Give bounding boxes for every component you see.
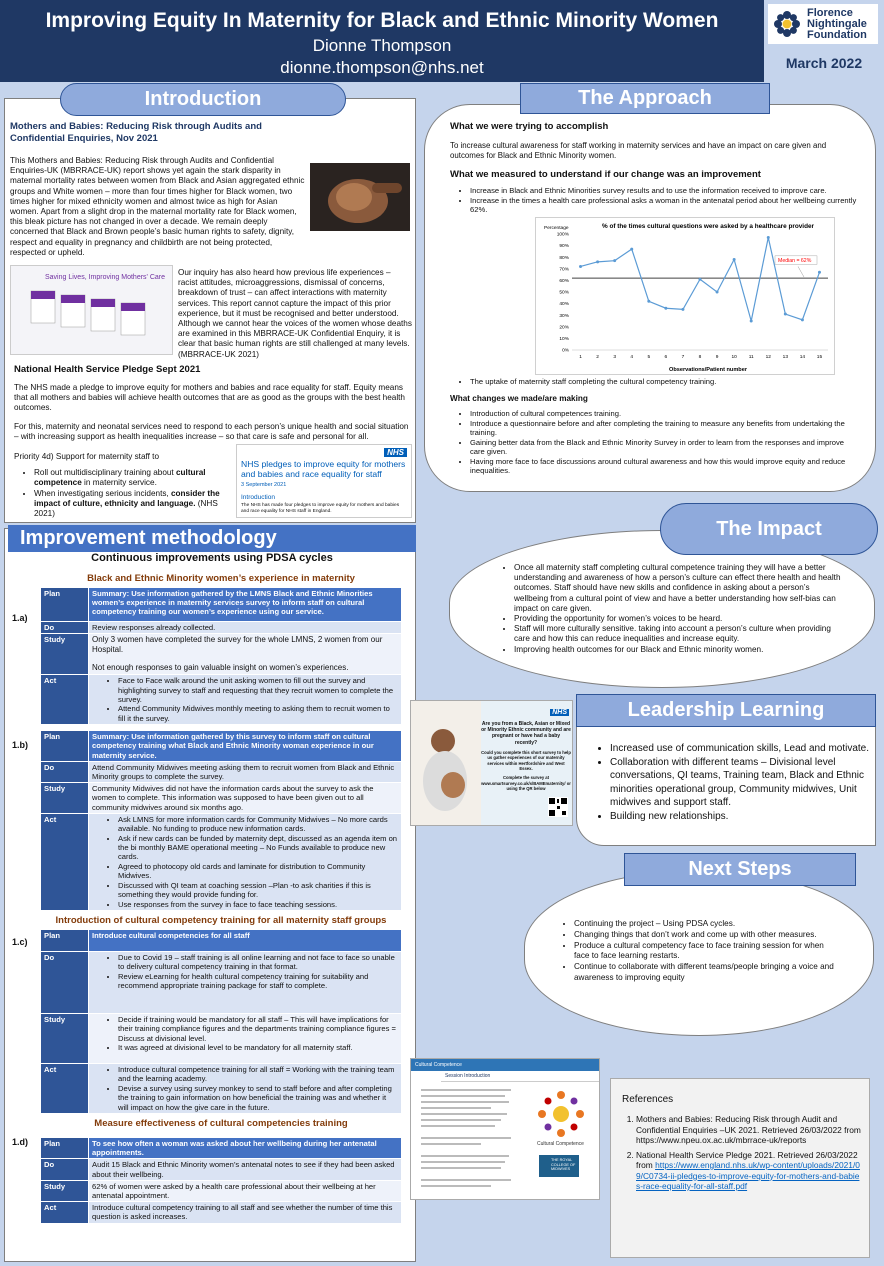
data-point	[733, 258, 736, 261]
act-label: Act	[41, 675, 89, 725]
elearning-tab: Cultural Competence	[411, 1059, 599, 1071]
y-tick-label: 40%	[559, 302, 569, 308]
logo-text-3: Foundation	[807, 28, 867, 41]
x-tick-label: 12	[765, 355, 771, 360]
study-label: Study	[41, 1180, 89, 1201]
do-label: Do	[41, 951, 89, 1013]
leadership-content	[590, 742, 870, 823]
priority-bullet: • Roll out multidisciplinary training about cultural competence in maternity service.	[34, 468, 236, 488]
badge-label: Cultural Competence	[537, 1141, 584, 1147]
impact-bullet: • Providing the opportunity for women’s voices to be heard.	[514, 614, 842, 624]
x-tick-label: 3	[613, 355, 617, 360]
data-point	[767, 236, 770, 239]
do-label: Do	[41, 622, 89, 634]
act-bullet: • Agreed to photocopy old cards and laminate for distribution to Community Midwives.	[118, 862, 398, 881]
act-bullet: • Attend Community Midwives monthly meeting to asking them to recruit women to fill it the survey.	[118, 704, 398, 723]
y-tick-label: 10%	[559, 337, 569, 342]
do-label: Do	[41, 761, 89, 782]
impact-content	[494, 563, 842, 655]
x-tick-label: 6	[664, 355, 668, 360]
methodology-content	[12, 569, 402, 1224]
do-bullet: • Review eLearning for health cultural competency training for suitability and recommend appropriate training package for staff to complete.	[118, 972, 398, 991]
y-tick-label: 20%	[559, 325, 569, 331]
y-tick-label: 0%	[562, 348, 569, 354]
next-bullet: • Produce a cultural competency face to face training session for when face to face learning restarts.	[574, 941, 839, 963]
elearning-section: Session Introduction	[441, 1071, 599, 1082]
cycle-index: 1.b)	[12, 740, 29, 751]
data-point	[613, 259, 616, 262]
pdsa-cycle-1b	[12, 730, 402, 911]
pledge-title: National Health Service Pledge Sept 2021	[14, 364, 201, 375]
data-point	[579, 265, 582, 268]
plan-label: Plan	[41, 1137, 89, 1158]
flyer-link[interactable]: Complete the survey at www.smartsurvey.co.uk/s/BAMEmaternity/ or using the QR below	[481, 775, 571, 792]
nhs-box-date: 3 September 2021	[241, 482, 287, 488]
uptake-bullet: • The uptake of maternity staff completing the cultural competency training.	[470, 377, 860, 387]
change-bullet: • Introduction of cultural competences training.	[470, 409, 860, 419]
y-tick-label: 30%	[559, 313, 569, 319]
x-tick-label: 14	[799, 355, 806, 360]
reference-link[interactable]: https://www.england.nhs.uk/wp-content/uploads/2021/09/C0734-ii-pledges-to-improve-equity-for-mothers-and-babies-race-equality-for-all-staff.pdf	[636, 1160, 860, 1191]
next-bullet: • Changing things that don’t work and come up with other measures.	[574, 930, 839, 941]
study-text: Only 3 women have completed the survey for the whole LMNS, 2 women from our Hospital.	[92, 635, 383, 655]
approach-content-2	[450, 377, 860, 476]
act-bullet: • Face to Face walk around the unit asking women to fill out the survey and highlighting survey to staff and requesting that they recruit women to complete the survey.	[118, 676, 398, 704]
plan-label: Plan	[41, 929, 89, 951]
chart-container	[535, 217, 835, 375]
data-point	[596, 260, 599, 263]
act-bullet: • Devise a survey using survey monkey to send to staff before and after completing the training to gain information on how beneficial the training was and whether it will impact on how the give care in the future.	[118, 1084, 398, 1112]
nhs-box-intro: Introduction	[241, 494, 275, 501]
act-text: Introduce cultural competency training to all staff and see whether the number of time this question is asked increases.	[89, 1202, 402, 1223]
data-point	[801, 318, 804, 321]
author-name: Dionne Thompson	[312, 36, 452, 55]
approach-title: The Approach	[520, 83, 770, 114]
data-point	[681, 308, 684, 311]
leadership-bullet: • Increased use of communication skills, Lead and motivate.	[610, 742, 870, 756]
poster-date: March 2022	[785, 55, 863, 71]
y-tick-label: 50%	[559, 290, 569, 296]
leadership-bullet: • Building new relationships.	[610, 810, 870, 824]
x-tick-label: 2	[596, 355, 599, 360]
introduction-content	[10, 121, 412, 145]
group-heading-2: Introduction of cultural competency training for all maternity staff groups	[55, 914, 387, 926]
approach-heading-2: What we measured to understand if our change was an improvement	[450, 169, 761, 181]
cultural-competence-badge-icon	[536, 1089, 586, 1139]
report-title: Mothers and Babies: Reducing Risk through Audits and Confidential Enquiries, Nov 2021	[10, 121, 262, 144]
change-bullet: • Gaining better data from the Black and Ethnic Minority Survey in order to learn from the responses and improve care given.	[470, 438, 860, 457]
do-text: Review responses already collected.	[89, 622, 402, 634]
plan-label: Plan	[41, 588, 89, 622]
median-label-pointer	[798, 266, 804, 277]
y-tick-label: 60%	[559, 279, 569, 284]
flyer-question: Are you from a Black, Asian or Mixed or Minority Ethnic community and are pregnant or have had a baby recently?	[481, 721, 571, 746]
next-steps-content	[554, 919, 839, 984]
data-point	[716, 291, 719, 294]
data-point	[818, 271, 821, 274]
flyer-nhs-logo: NHS	[552, 709, 567, 716]
report-cover-text: Saving Lives, Improving Mothers' Care	[45, 274, 165, 281]
x-tick-label: 8	[698, 355, 702, 360]
reference-item: 2. National Health Service Pledge 2021. Retrieved 26/03/2022 from https://www.england.nhs.uk/wp-content/uploads/2021/09/C0734-ii-pledges-to-improve-equity-for-mothers-and-babies-race-equality-for-all-staff.pdf	[636, 1150, 862, 1192]
nhs-pledge-box	[236, 444, 412, 518]
chart-title: % of the times cultural questions were asked by a healthcare provider	[601, 223, 815, 230]
act-bullet: • Use responses from the survey in face to face teaching sessions.	[118, 900, 398, 909]
study-text: Community Midwives did not have the information cards about the survey to ask the women to complete. This information was supposed to have been given out to all community midwives around six months ago.	[89, 783, 402, 814]
x-tick-label: 15	[816, 355, 823, 360]
methodology-subtitle: Continuous improvements using PDSA cycles	[91, 552, 333, 564]
reference-item: 1. Mothers and Babies: Reducing Risk through Audit and Confidential Enquiries –UK 2021. Retrieved 26/03/2022 from https://www.npeu.ox.ac.uk/mbrrace-uk/reports	[636, 1114, 862, 1146]
change-bullet: • Introduce a questionnaire before and after completing the training to measure any benefits from undertaking the training.	[470, 419, 860, 438]
do-text: Audit 15 Black and Ethnic Minority women’s antenatal notes to see if they had been asked about their wellbeing.	[89, 1159, 402, 1180]
impact-bullet: • Staff will more culturally sensitive. taking into account a person’s culture when providing care and how this can reduce inequalities and increase equity.	[514, 624, 842, 644]
survey-flyer	[410, 700, 573, 826]
plan-text: To see how often a woman was asked about her wellbeing during her antenatal appointments.	[89, 1137, 402, 1158]
y-tick-label: 90%	[559, 244, 569, 250]
act-label: Act	[41, 813, 89, 910]
study-bullet: • It was agreed at divisional level to be mandatory for all maternity staff.	[118, 1043, 398, 1052]
pregnant-woman-photo	[310, 163, 410, 231]
do-bullet: • Due to Covid 19 – staff training is all online learning and not face to face so unable to delivery cultural competency training in that format.	[118, 953, 398, 972]
impact-bullet: • Once all maternity staff completing cultural competence training they will have a better understanding and awareness of how a person’s culture can effect there health and health outcomes. Staff should have new skills and confidence in asking about a person’s wellbeing from a cultural point of view and have a better understanding how self-bias can impact on care given.	[514, 563, 842, 614]
act-bullet: • Introduce cultural competence training for all staff = Working with the training team and the learning academy.	[118, 1065, 398, 1084]
y-tick-label: 100%	[556, 232, 569, 238]
cycle-index: 1.d)	[12, 1136, 29, 1147]
x-tick-label: 9	[715, 355, 719, 360]
approach-content	[450, 121, 860, 215]
act-label: Act	[41, 1063, 89, 1113]
introduction-title: Introduction	[60, 83, 346, 116]
y-tick-label: 70%	[559, 267, 569, 273]
priority-bullet: • When investigating serious incidents, consider the impact of culture, ethnicity and language. (NHS 2021)	[34, 489, 236, 520]
leadership-title: Leadership Learning	[576, 694, 876, 727]
pdsa-cycle-1c	[12, 929, 402, 1114]
logo-text-2: Nightingale	[807, 17, 867, 30]
priority-section	[14, 452, 236, 519]
impact-title: The Impact	[660, 503, 878, 555]
group-heading-3: Measure effectiveness of cultural competencies training	[94, 1117, 348, 1129]
study-label: Study	[41, 634, 89, 675]
approach-heading-3: What changes we made/are making	[450, 394, 588, 404]
data-point	[664, 307, 667, 310]
nhs-box-text: The NHS has made four pledges to improve equity for mothers and babies and race equality for NHS staff in England.	[241, 503, 400, 514]
plan-text: Introduce cultural competencies for all staff	[89, 929, 402, 951]
intro-paragraph-1-wrap	[10, 156, 305, 258]
pdsa-cycle-1a	[12, 587, 402, 725]
next-bullet: • Continue to collaborate with different teams/people bringing a voice and awareness to improving equity	[574, 962, 839, 984]
chart-xlabel: Observations/Patient number	[668, 367, 748, 373]
do-label: Do	[41, 1159, 89, 1180]
pledge-section	[14, 364, 410, 442]
study-text: 62% of women were asked by a health care professional about their wellbeing at her antenatal appointment.	[89, 1180, 402, 1201]
study-label: Study	[41, 783, 89, 814]
methodology-title: Improvement methodology	[8, 525, 416, 552]
data-point	[784, 313, 787, 316]
x-tick-label: 4	[630, 355, 634, 360]
next-steps-title: Next Steps	[624, 853, 856, 886]
approach-paragraph: To increase cultural awareness for staff working in maternity services and have an impact on care given and outcomes for Black and Ethnic Minority women.	[450, 141, 827, 161]
next-bullet: • Continuing the project – Using PDSA cycles.	[574, 919, 839, 930]
x-tick-label: 1	[579, 355, 582, 360]
x-tick-label: 13	[782, 355, 789, 360]
data-point	[647, 300, 650, 303]
cycle-index: 1.c)	[12, 936, 28, 947]
priority-text: Priority 4d) Support for maternity staff to	[14, 452, 160, 461]
nhs-box-title: NHS pledges to improve equity for mothers and babies and race equality for staff	[241, 459, 406, 479]
flyer-text	[481, 721, 571, 792]
intro-paragraph-2: Our inquiry has also heard how previous life experiences – racist attitudes, microaggressions, dismissal of concerns, breakdown of trust – can affect interactions with maternity services. This report cannot capture the impact of this prior experience, but it must be recognised and better understood. Although we cannot hear the voices of the women whose deaths are examined in this MBRRACE-UK Confidential Enquiry, it is clear that basic human rights are still challenged at many levels. (MBRRACE-UK 2021)	[178, 268, 412, 359]
logo-text-1: Florence	[807, 6, 853, 19]
act-label: Act	[41, 1202, 89, 1223]
references-list	[622, 1114, 862, 1192]
elearning-text-lines	[415, 1085, 525, 1195]
approach-heading-1: What we were trying to accomplish	[450, 121, 609, 132]
data-point	[630, 248, 633, 251]
flyer-photo	[411, 701, 481, 826]
cycle-index: 1.a)	[12, 613, 28, 623]
x-tick-label: 7	[681, 355, 685, 360]
florence-nightingale-logo	[768, 4, 878, 44]
do-text: Attend Community Midwives meeting asking them to recruit women from Black and Ethnic Minority groups to complete the survey.	[89, 761, 402, 782]
rcm-logo: THE ROYAL COLLEGE OF MIDWIVES	[539, 1155, 579, 1177]
qr-code-icon[interactable]	[548, 797, 568, 817]
pdsa-cycle-1d	[12, 1136, 402, 1224]
change-bullet: • Having more face to face discussions around cultural awareness and how this would improve equity and reduce inequalities.	[470, 457, 860, 476]
group-heading-1: Black and Ethnic Minority women’s experience in maternity	[87, 573, 355, 584]
study-label: Study	[41, 1013, 89, 1063]
intro-paragraph-2-wrap	[178, 268, 412, 360]
act-bullet: • Ask LMNS for more information cards for Community Midwives – No more cards available. No funding to produce new information cards.	[118, 815, 398, 834]
pledge-paragraph-1: The NHS made a pledge to improve equity for mothers and babies and race equality for staff. Equity means that all mothers and babies will achieve health outcomes that are as good as the groups with the best health outcomes.	[14, 383, 405, 413]
flower-icon	[771, 8, 803, 40]
data-point	[750, 320, 753, 323]
pledge-paragraph-2: For this, maternity and neonatal services need to respond to each person’s unique health and social situation – with increasing support as health inequalities increase – so that care is safe and personal for all.	[14, 421, 409, 441]
data-point	[699, 278, 702, 281]
x-tick-label: 5	[647, 355, 651, 360]
plan-text: Summary: Use information gathered by this survey to inform staff on cultural competency training what Black and Ethnic Minority woman experience in our maternity service.	[89, 731, 402, 762]
intro-paragraph-1: This Mothers and Babies: Reducing Risk through Audits and Confidential Enquiries-UK (MBRRACE-UK) report shows yet again the stark disparity in maternal mortality rates between women from Black and Asian aggregated ethnic groups and White women – more than four times higher for Black women, two times higher for mixed ethnicity women and almost twice as high for Asian women. Apart from a slight drop in the maternal mortality rate for Black women, this bleak picture has not changed in over a decade. We remain deeply concerned that Black and Brown people’s basic human rights to safety, dignity, respect and equality in pregnancy and childbirth are not being protected, respected or upheld.	[10, 156, 305, 257]
study-text: Not enough responses to gain valuable insight on women’s experiences.	[92, 663, 349, 673]
mbrrace-report-cover	[10, 265, 173, 355]
act-bullet: • Ask if new cards can be funded by maternity dept, discussed as an agenda item on the bi monthly BAME operational meeting – No Funds available to produce new cards.	[118, 834, 398, 862]
poster-title: Improving Equity In Maternity for Black and Ethnic Minority Women	[45, 9, 719, 32]
x-tick-label: 10	[731, 355, 737, 360]
author-email[interactable]: dionne.thompson@nhs.net	[280, 58, 484, 77]
nhs-logo: NHS	[384, 448, 407, 457]
poster-header	[0, 0, 764, 82]
act-bullet: • Discussed with QI team at coaching session –Plan -to ask charities if this is something they would provide funding for.	[118, 881, 398, 900]
line-chart	[536, 218, 836, 376]
plan-label: Plan	[41, 731, 89, 762]
impact-bullet: • Improving health outcomes for our Black and Ethnic minority women.	[514, 645, 842, 655]
plan-text: Summary: Use information gathered by the LMNS Black and Ethnic Minorities women’s experience in maternity services survey to inform staff on cultural competency training our women’s experience using our service.	[89, 588, 402, 622]
chart-ylabel: Percentage	[544, 226, 569, 231]
study-bullet: • Decide if training would be mandatory for all staff – This will have implications for their training compliance figures and the departments training compliance figures = Discuss at divisional level.	[118, 1015, 398, 1043]
measure-bullet: • Increase in Black and Ethnic Minorities survey results and to use the information received to improve care.	[470, 186, 860, 196]
elearning-screenshot	[410, 1058, 600, 1200]
x-tick-label: 11	[748, 355, 754, 360]
y-tick-label: 80%	[559, 255, 569, 261]
flyer-ask: Could you complete this short survey to help us gather experiences of our maternity services within Hertfordshire and West Essex.	[481, 749, 571, 772]
measure-bullet: • Increase in the times a health care professional asks a woman in the antenatal period about her wellbeing currently 62%.	[470, 196, 860, 215]
leadership-bullet: • Collaboration with different teams – Divisional level conversations, QI teams, Training team, Black and Ethnic minorities operational group, Community midwives, Unit midwives and support staff.	[610, 756, 870, 810]
median-label: Median = 62%	[778, 257, 812, 264]
references-title: References	[622, 1094, 674, 1105]
